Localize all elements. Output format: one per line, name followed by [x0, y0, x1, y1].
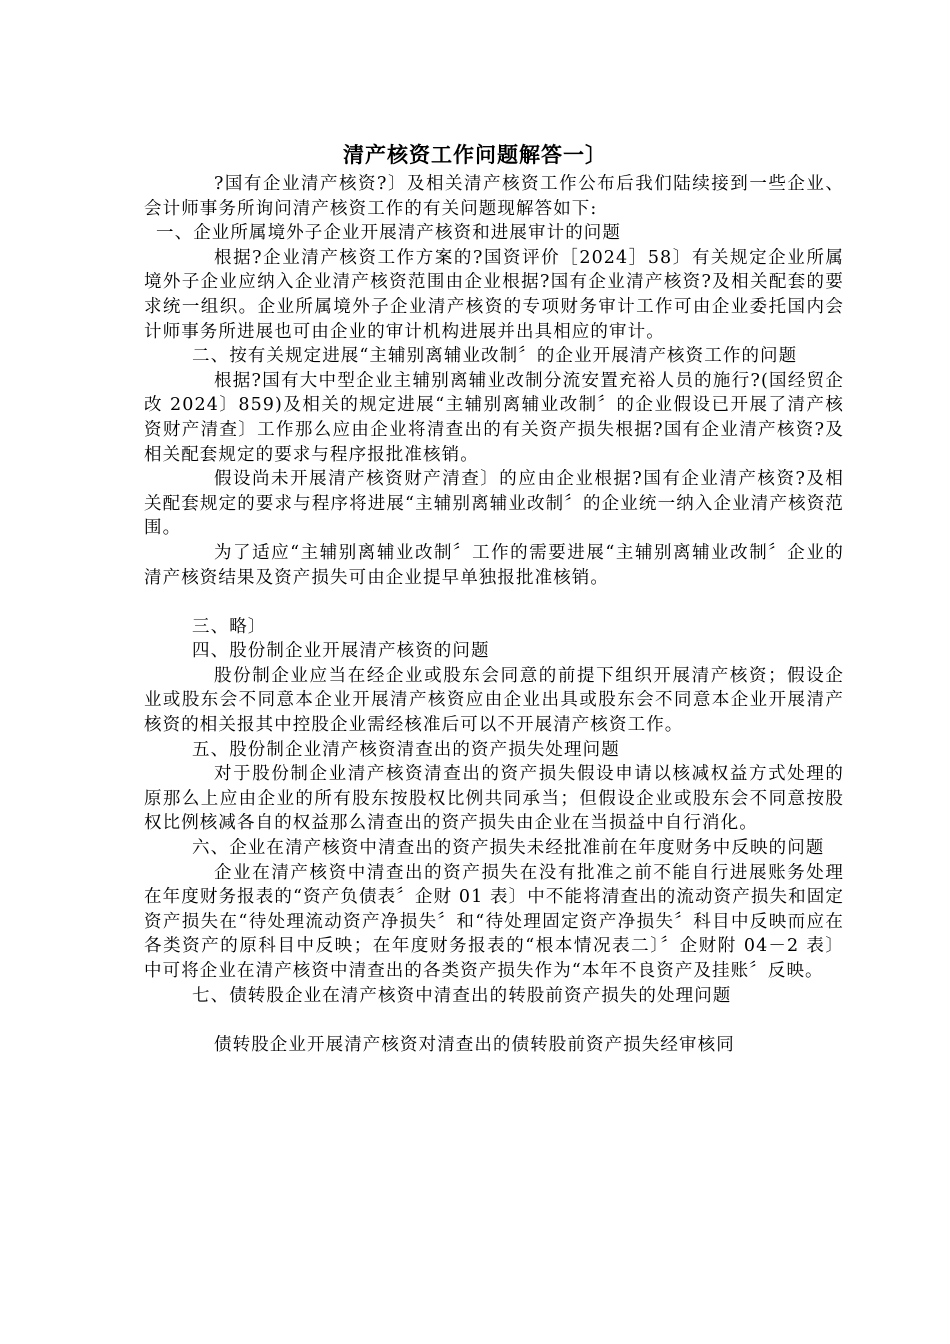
- section-heading-3: 三、略〕: [192, 616, 267, 637]
- section-4-paragraph: 股份制企业应当在经企业或股东会同意的前提下组织开展清产核资；假设企业或股东会不同意本企业开展清产核资应由企业出具或股东会不同意本企业开展清产核资的相关报其中控股企业需经核准后可以不开展清产核资工作。: [144, 665, 844, 736]
- section-heading-6: 六、企业在清产核资中清查出的资产损失未经批准前在年度财务中反映的问题: [192, 838, 825, 859]
- section-heading-5: 五、股份制企业清产核资清查出的资产损失处理问题: [192, 739, 620, 760]
- document-body: [144, 172, 844, 1057]
- section-2-paragraph-3: 为了适应“主辅别离辅业改制〞工作的需要进展“主辅别离辅业改制〞企业的清产核资结果及资产损失可由企业提早单独报批准核销。: [144, 542, 844, 588]
- blank-line: [144, 590, 844, 615]
- section-heading-4: 四、股份制企业开展清产核资的问题: [192, 641, 490, 662]
- intro-paragraph: ?国有企业清产核资?〕及相关清产核资工作公布后我们陆续接到一些企业、会计师事务所询问清产核资工作的有关问题现解答如下:: [144, 174, 844, 219]
- section-heading-2: 二、按有关规定进展“主辅别离辅业改制〞的企业开展清产核资工作的问题: [192, 346, 798, 367]
- section-2-paragraph-1: 根据?国有大中型企业主辅别离辅业改制分流安置充裕人员的施行?(国经贸企改 2024〕859)及相关的规定进展“主辅别离辅业改制〞的企业假设已开展了清产核资财产清查〕工作那么应由企业将清查出的有关资产损失根据?国有企业清产核资?及相关配套规定的要求与程序报批准核销。: [144, 370, 844, 465]
- section-heading-1: 一、企业所属境外子企业开展清产核资和进展审计的问题: [156, 223, 621, 244]
- section-5-paragraph: 对于股份制企业清产核资清查出的资产损失假设申请以核减权益方式处理的原那么上应由企业的所有股东按股权比例共同承当；但假设企业或股东会不同意按股权比例核减各自的权益那么清查出的资产损失由企业在当损益中自行消化。: [144, 764, 844, 834]
- section-heading-7: 七、债转股企业在清产核资中清查出的转股前资产损失的处理问题: [192, 985, 732, 1006]
- section-7-paragraph: 债转股企业开展清产核资对清查出的债转股前资产损失经审核同: [214, 1034, 735, 1055]
- section-6-paragraph: 企业在清产核资中清查出的资产损失在没有批准之前不能自行进展账务处理在年度财务报表的“资产负债表〞企财 01 表〕中不能将清查出的流动资产损失和固定资产损失在“待处理流动资产净损失〞和“待处理固定资产净损失〞科目中反映而应在各类资产的原科目中反映；在年度财务报表的“根本情况表二〕〞企财附 04－2 表〕中可将企业在清产核资中清查出的各类资产损失作为“本年不良资产及挂账〞反映。: [144, 862, 844, 981]
- section-1-paragraph: 根据?企业清产核资工作方案的?国资评价［2024］58〕有关规定企业所属境外子企业应纳入企业清产核资范围由企业根据?国有企业清产核资?及相关配套的要求统一组织。企业所属境外子企业清产核资的专项财务审计工作可由企业委托国内会计师事务所进展也可由企业的审计机构进展并出具相应的审计。: [144, 247, 844, 342]
- section-2-paragraph-2: 假设尚未开展清产核资财产清查〕的应由企业根据?国有企业清产核资?及相关配套规定的要求与程序将进展“主辅别离辅业改制〞的企业统一纳入企业清产核资范围。: [144, 469, 844, 539]
- document-title: 清产核资工作问题解答一〕: [343, 142, 607, 167]
- blank-line: [144, 1008, 844, 1033]
